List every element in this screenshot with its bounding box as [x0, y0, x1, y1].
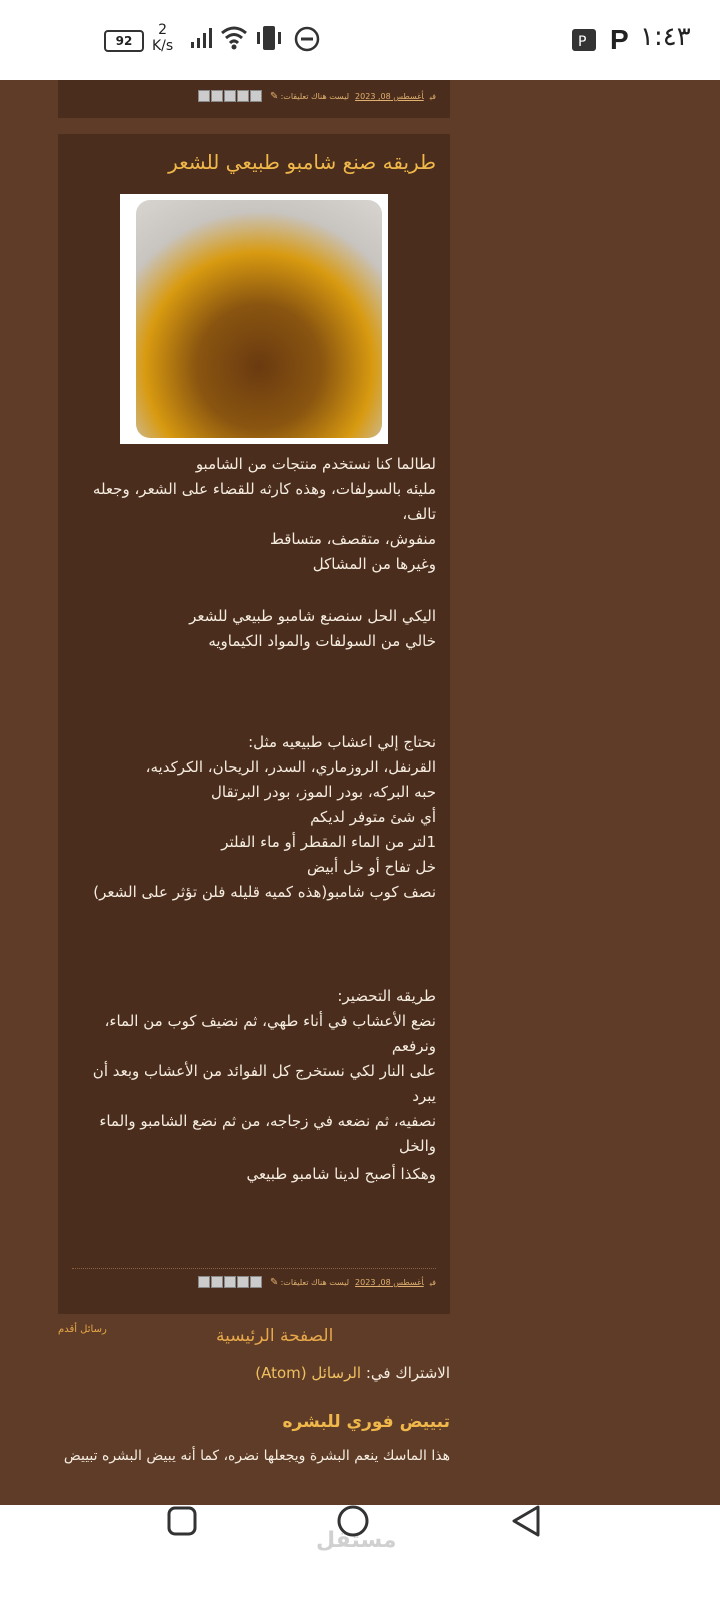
email-share-icon[interactable] [198, 1276, 210, 1288]
post-paragraph: طريقه التحضير: نضع الأعشاب في أناء طهي، ثم نضيف كوب من الماء، ونرفعم على النار لكي نستخرج كل الفوائد من الأعشاب وبعد أن يبرد نصفيه، ثم نضعه في زجاجه، من ثم نضع الشامبو والماء والخل [92, 987, 436, 1155]
parking-app-icon: P [610, 24, 629, 55]
network-speed-value: 2 [158, 22, 168, 38]
recents-icon[interactable] [167, 1506, 197, 1536]
network-speed-unit: K/s [152, 38, 174, 54]
edit-pencil-icon[interactable]: ✎ [270, 1277, 279, 1288]
network-speed [152, 22, 173, 54]
svg-text:P: P [578, 34, 587, 50]
powerpoint-icon [570, 26, 598, 54]
home-icon[interactable] [336, 1504, 370, 1538]
battery-icon: 92 [104, 30, 144, 52]
blog-page [0, 80, 720, 1505]
facebook-share-icon[interactable] [237, 90, 249, 102]
popular-post-title[interactable]: تبييض فوري للبشره [282, 1412, 450, 1432]
shampoo-bottle-photo [136, 200, 382, 438]
post-card [58, 134, 450, 1314]
popular-post-snippet: هذا الماسك ينعم البشرة ويجعلها نضره، كما أنه يبيض البشره تبييض [63, 1448, 450, 1464]
post-comments-link[interactable]: ليست هناك تعليقات: [280, 92, 350, 101]
previous-post-footer [58, 80, 450, 118]
post-meta [275, 1278, 436, 1292]
signal-icon [190, 26, 214, 50]
pinterest-share-icon[interactable] [250, 1276, 262, 1288]
blog-share-icon[interactable] [211, 90, 223, 102]
atom-feed-link[interactable]: الرسائل (Atom) [255, 1364, 362, 1382]
post-meta [275, 92, 436, 106]
twitter-share-icon[interactable] [224, 90, 236, 102]
post-date-prefix: في [429, 92, 436, 101]
do-not-disturb-icon [294, 26, 320, 52]
post-paragraph: وهكذا أصبح لدينا شامبو طبيعي [246, 1165, 436, 1183]
clock: ١:٤٣ [640, 22, 691, 52]
older-posts-link[interactable]: رسائل أقدم [58, 1324, 107, 1335]
post-image[interactable] [120, 194, 388, 444]
email-share-icon[interactable] [198, 90, 210, 102]
watermark: مستقل [316, 1528, 397, 1553]
edit-pencil-icon[interactable]: ✎ [270, 91, 279, 102]
subscribe-label: الاشتراك في: [365, 1364, 450, 1382]
post-date-link[interactable]: أغسطس 08, 2023 [355, 92, 424, 101]
post-paragraph: اليكي الحل سنصنع شامبو طبيعي للشعر خالي من السولفات والمواد الكيماويه [189, 607, 436, 650]
wifi-icon [220, 24, 248, 50]
status-bar [0, 0, 720, 80]
post-date-link[interactable]: أغسطس 08, 2023 [355, 1278, 424, 1287]
twitter-share-icon[interactable] [224, 1276, 236, 1288]
share-icons [198, 90, 262, 102]
back-icon[interactable] [510, 1504, 542, 1538]
post-paragraph: نحتاج إلي اعشاب طبيعيه مثل: القرنفل، الروزماري، السدر، الريحان، الكركديه، حبه البركه، بودر الموز، بودر البرتقال أي شئ متوفر لديكم 1لتر من الماء المقطر أو ماء الفلتر خل تفاح أو خل أبيض نصف كوب شامبو(هذه كميه قليله فلن تؤثر على الشعر) [93, 733, 436, 901]
vibrate-icon [256, 24, 282, 52]
facebook-share-icon[interactable] [237, 1276, 249, 1288]
post-comments-link[interactable]: ليست هناك تعليقات: [280, 1278, 350, 1287]
blog-share-icon[interactable] [211, 1276, 223, 1288]
post-date-prefix: في [429, 1278, 436, 1287]
post-paragraph: لطالما كنا نستخدم منتجات من الشامبو مليئه بالسولفات، وهذه كارثه للقضاء على الشعر، وجعله تالف، منفوش، متقصف، متساقط وغيرها من المشاكل [92, 455, 436, 573]
post-title[interactable]: طريقه صنع شامبو طبيعي للشعر [168, 150, 436, 174]
share-icons [198, 1276, 262, 1288]
home-link[interactable]: الصفحة الرئيسية [216, 1326, 334, 1346]
pinterest-share-icon[interactable] [250, 90, 262, 102]
subscribe-line [255, 1364, 450, 1382]
post-footer-divider [72, 1268, 436, 1269]
